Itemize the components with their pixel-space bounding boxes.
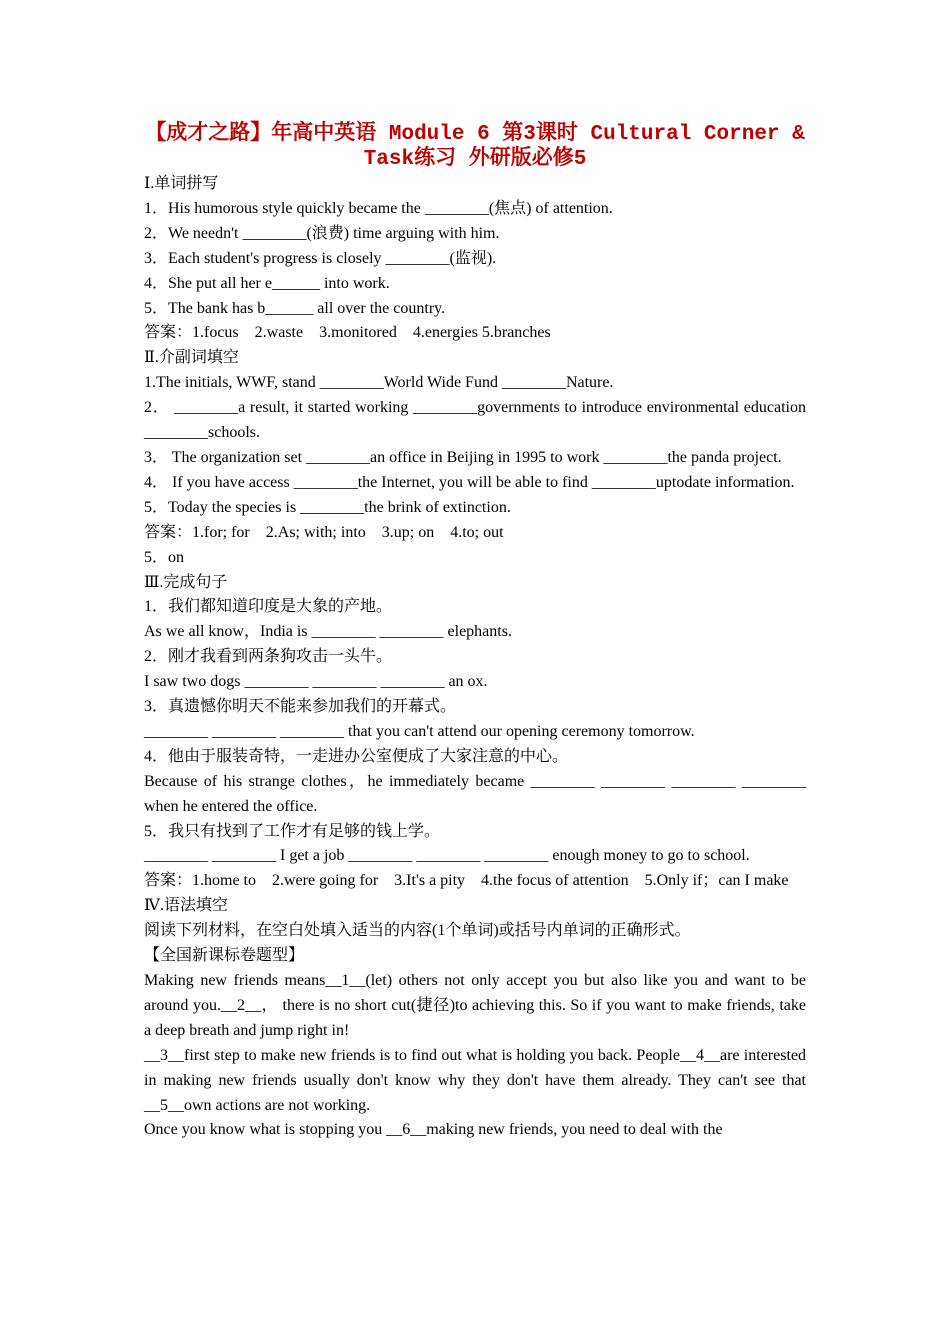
question-item: 2．We needn't ________(浪费) time arguing with him. [144,224,500,242]
passage-paragraph: Once you know what is stopping you __6__making new friends, you need to deal with the [144,1121,723,1139]
english-sentence: I saw two dogs ________ ________ ________ an ox. [144,673,488,691]
chinese-sentence: 2．刚才我看到两条狗攻击一头牛。 [144,648,393,666]
chinese-sentence: 3．真遗憾你明天不能来参加我们的开幕式。 [144,698,457,716]
question-item: 1．His humorous style quickly became the ________(焦点) of attention. [144,199,613,217]
answer-line: 答案：1.home to 2.were going for 3.It's a pity 4.the focus of attention 5.Only if；can I make [144,872,789,890]
chinese-sentence: 1．我们都知道印度是大象的产地。 [144,598,393,616]
title-line-1: 【成才之路】年高中英语 Module 6 第3课时 Cultural Corner & [145,123,805,146]
answer-line: 5．on [144,548,185,566]
question-item: 4．She put all her e______ into work. [144,274,390,292]
chinese-sentence: 5．我只有找到了工作才有足够的钱上学。 [144,822,441,840]
passage-paragraph: Making new friends means__1__(let) others not only accept you but also like you and want to be around you.__2__， there is no short cut(捷径)to achieving this. So if you want to make friends, take a deep breath and jump right in! [144,972,806,1039]
question-item: 5．Today the species is ________the brink of extinction. [144,498,511,516]
question-item: 4． If you have access ________the Internet, you will be able to find ________uptodate information. [144,473,795,491]
english-sentence: Because of his strange clothes，he immediately became ________ ________ ________ ________ when he entered the office. [144,772,806,815]
answer-line: 答案：1.for; for 2.As; with; into 3.up; on 4.to; out [144,523,504,541]
question-item: 3．Each student's progress is closely ________(监视). [144,249,497,267]
english-sentence: ________ ________ I get a job ________ ________ ________ enough money to go to school. [144,847,750,865]
answer-line: 答案：1.focus 2.waste 3.monitored 4.energies 5.branches [144,324,551,342]
document-page [144,122,806,1143]
section-3-heading: Ⅲ.完成句子 [144,573,228,591]
instruction: 阅读下列材料，在空白处填入适当的内容(1个单词)或括号内单词的正确形式。 [144,922,691,940]
document-title [138,122,812,172]
question-item: 1.The initials, WWF, stand ________World Wide Fund ________Nature. [144,374,614,392]
question-type-tag: 【全国新课标卷题型】 [144,947,305,965]
section-1-heading: Ⅰ.单词拼写 [144,175,219,192]
chinese-sentence: 4．他由于服装奇特，一走进办公室便成了大家注意的中心。 [144,747,569,765]
passage-paragraph: __3__first step to make new friends is to find out what is holding you back. People__4__are interested in making new friends usually don't know why they don't have them already. They can't see that __5__own actions are not working. [144,1046,806,1114]
section-4-heading: Ⅳ.语法填空 [144,897,228,915]
english-sentence: As we all know，India is ________ ________ elephants. [144,623,512,641]
title-line-2: Task练习 外研版必修5 [363,148,587,171]
question-item: 5．The bank has b______ all over the country. [144,299,446,317]
section-2-heading: Ⅱ.介副词填空 [144,349,239,367]
question-item: 3． The organization set ________an office in Beijing in 1995 to work ________the panda project. [144,448,782,466]
question-item: 2． ________a result, it started working ________governments to introduce environmental education ________schools. [144,399,807,442]
english-sentence: ________ ________ ________ that you can't attend our opening ceremony tomorrow. [144,722,695,740]
